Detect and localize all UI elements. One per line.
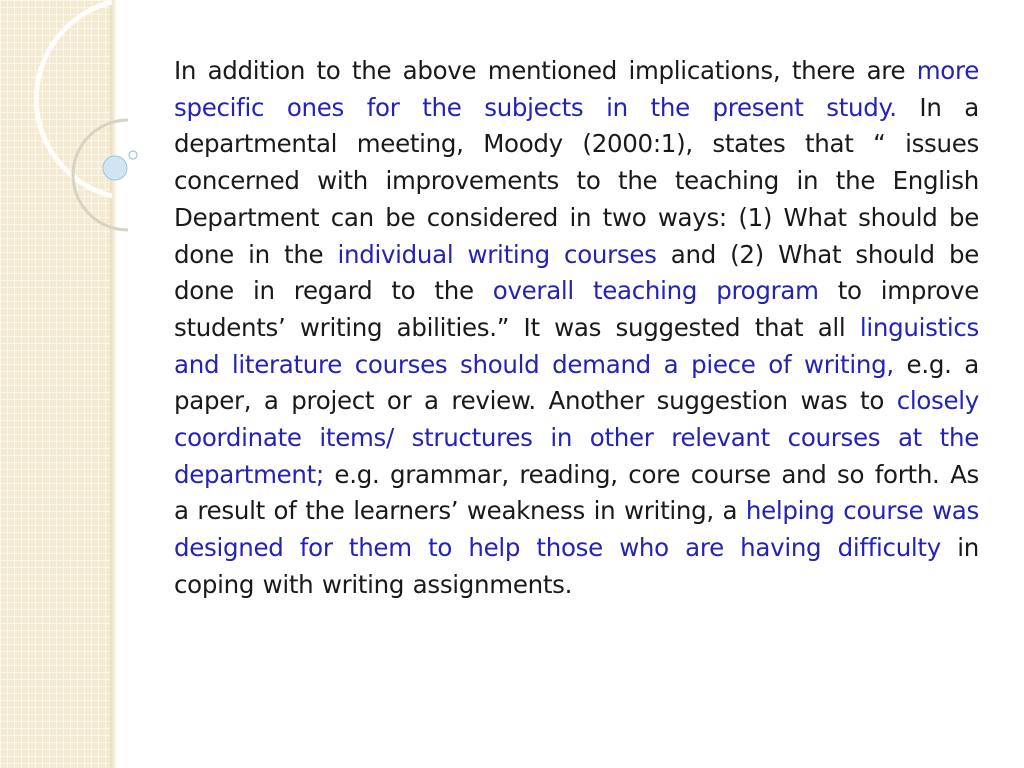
highlighted-text: overall teaching program	[492, 276, 819, 306]
text-segment: in coping with writing assignments.	[174, 533, 979, 599]
text-segment: In a departmental meeting, Moody (2000:1), states that “ issues concerned with improvements to the teaching in the English Department can be considered in two ways: (1) What should be done in the	[174, 92, 979, 269]
decorative-circles	[0, 0, 180, 300]
text-segment: and (2) What should be done in regard to the	[174, 239, 979, 306]
text-segment: e.g. a paper, a project or a review. Another suggestion was to	[174, 349, 979, 416]
highlighted-text: more specific ones for the subjects in the present study.	[174, 56, 979, 122]
bubble-large	[103, 156, 127, 180]
highlighted-text: closely coordinate items/ structures in other relevant courses at the department;	[174, 386, 979, 489]
highlighted-text: helping course was designed for them to help those who are having difficulty	[174, 496, 979, 563]
bubble-small	[129, 151, 137, 159]
text-segment: e.g. grammar, reading, core course and so forth. As a result of the learners’ weakness in writing, a	[174, 459, 979, 526]
text-segment: In addition to the above mentioned implications, there are	[174, 56, 917, 85]
body-paragraph	[174, 53, 979, 604]
highlighted-text: linguistics and literature courses should demand a piece of writing,	[174, 312, 979, 379]
text-segment: to improve students’ writing abilities.” It was suggested that all	[174, 276, 979, 342]
highlighted-text: individual writing courses	[337, 239, 657, 269]
